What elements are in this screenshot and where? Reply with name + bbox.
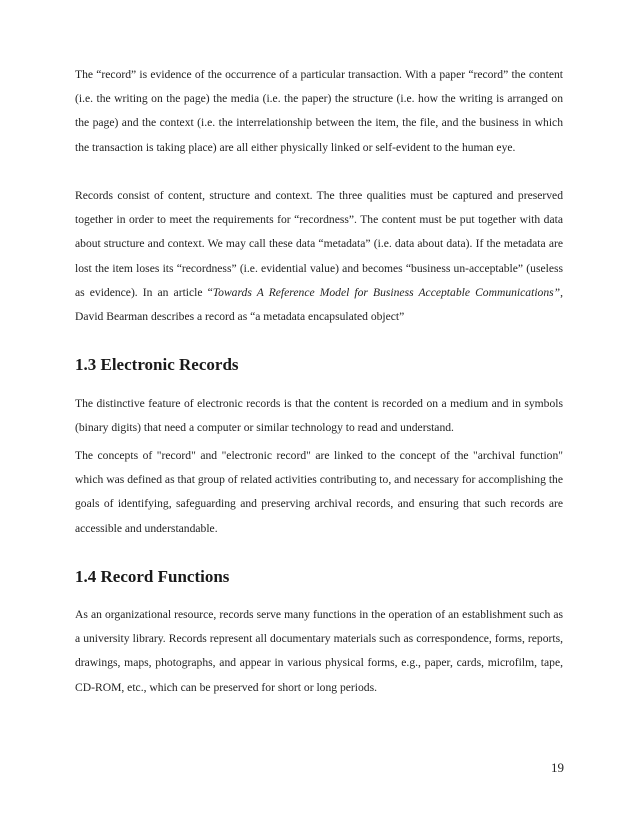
paragraph-text-part: , David Bearman describes a record as “a metadata encapsulated object” bbox=[75, 285, 563, 324]
paragraph-record-functions: As an organizational resource, records serve many functions in the operation of an establishment such as a university library. Records represent all documentary materials such as correspondence, forms, reports, drawings, maps, photographs, and appear in various physical forms, e.g., paper, cards, microfilm, tape, CD-ROM, etc., which can be preserved for short or long periods. bbox=[75, 608, 563, 694]
paragraph-archival-function: The concepts of "record" and "electronic record" are linked to the concept of the "archival function" which was defined as that group of related activities contributing to, and necessary for accomplishing the goals of identifying, safeguarding and preserving archival records, and ensuring that such records are accessible and understandable. bbox=[75, 449, 563, 535]
paragraph-text-part: Records consist of content, structure and context. The three qualities must be captured and preserved together in order to meet the requirements for “recordness”. The content must be put together with data about structure and context. We may call these data “metadata” (i.e. data about data). If the metadata are lost the item loses its “recordness” (i.e. evidential value) and becomes “business un-acceptable” (useless as evidence). In an article “ bbox=[75, 189, 563, 299]
section-heading-record-functions: 1.4 Record Functions bbox=[75, 567, 230, 586]
paragraph-record-evidence: The “record” is evidence of the occurrence of a particular transaction. With a paper “record” the content (i.e. the writing on the page) the media (i.e. the paper) the structure (i.e. how the writing is arranged on the page) and the context (i.e. the interrelationship between the item, the file, and the business in which the transaction is taking place) are all either physically linked or self-evident to the human eye. bbox=[75, 68, 563, 154]
paragraph-records-content-structure-context bbox=[75, 184, 563, 329]
paragraph-electronic-records-feature: The distinctive feature of electronic records is that the content is recorded on a medium and in symbols (binary digits) that need a computer or similar technology to read and understand. bbox=[75, 397, 563, 435]
article-title-italic: Towards A Reference Model for Business Acceptable Communications” bbox=[212, 285, 561, 299]
page-number: 19 bbox=[551, 760, 564, 775]
section-heading-electronic-records: 1.3 Electronic Records bbox=[75, 355, 239, 374]
